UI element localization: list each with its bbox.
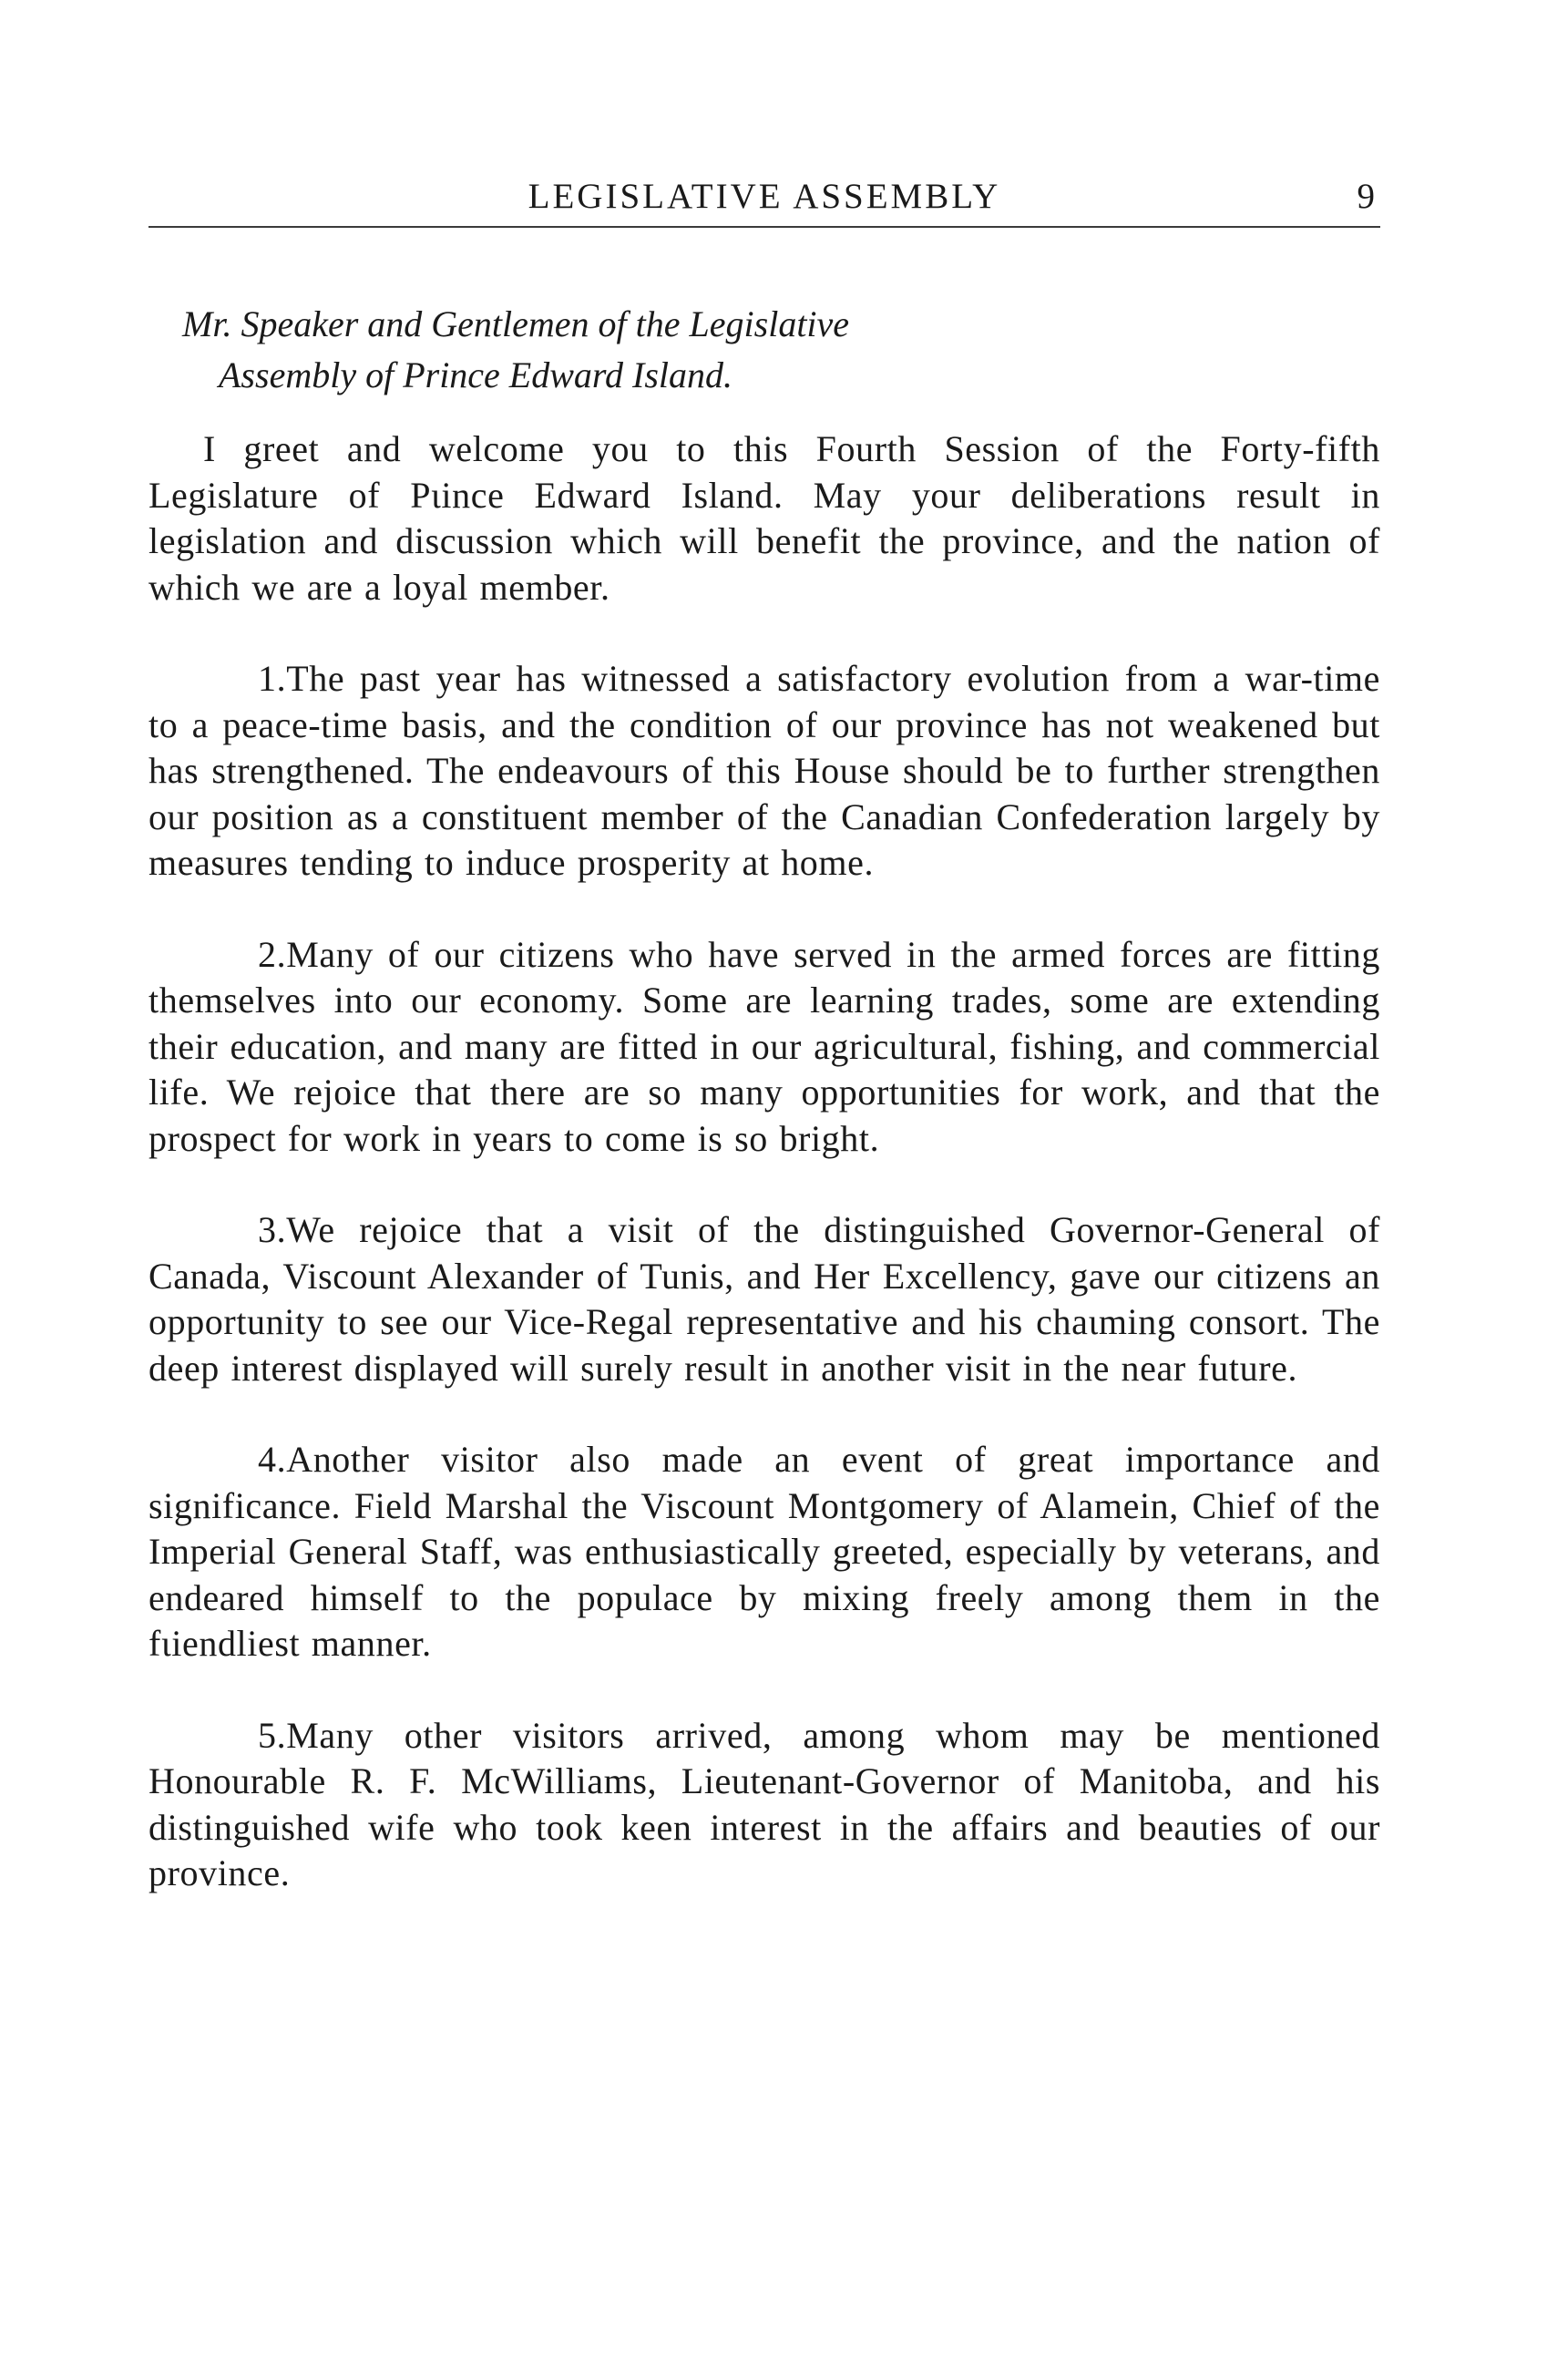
- salutation-line-1: Mr. Speaker and Gentlemen of the Legislative: [182, 303, 850, 344]
- paragraph-1: [149, 656, 1380, 887]
- page-number: 9: [1357, 177, 1375, 216]
- paragraph-text: Another visitor also made an event of great importance and significance. Field Marshal the Viscount Montgomery of Alamein, Chief of the Imperial General Staff, was enthusiastically greeted, especially by veterans, and endeared himself to the populace by mixing freely among them in the fιiendliest manner.: [149, 1439, 1380, 1664]
- paragraph-4: [149, 1437, 1380, 1667]
- paragraph-2: [149, 932, 1380, 1163]
- paragraph-3: [149, 1207, 1380, 1391]
- paragraph-number: 2.: [258, 933, 287, 975]
- intro-paragraph: I greet and welcome you to this Fourth Session of the Forty-fifth Legislature of Pιince Edward Island. May your deliberations result in legislation and discussion which will benefit the province, and the nation of which we are a loyal member.: [149, 428, 1380, 608]
- running-header: [149, 173, 1380, 228]
- body-text: [149, 426, 1380, 1943]
- paragraph-text: Many of our citizens who have served in the armed forces are fitting themselves into our economy. Some are learning trades, some are extending their education, and many are fitted in our agricultural, fishing, and commercial life. We rejoice that there are so many opportunities for work, and that the prospect for work in years to come is so bright.: [149, 933, 1380, 1159]
- paragraph-number: 1.: [258, 658, 287, 699]
- paragraph-number: 4.: [258, 1439, 287, 1480]
- paragraph-number: 3.: [258, 1209, 287, 1250]
- salutation-line-2: Assembly of Prince Edward Island.: [219, 354, 733, 395]
- salutation: [182, 299, 1276, 401]
- header-rule: [149, 226, 1380, 228]
- running-title: LEGISLATIVE ASSEMBLY: [528, 177, 1001, 216]
- paragraph-number: 5.: [258, 1714, 287, 1756]
- paragraph-text: We rejoice that a visit of the distinguished Governor-General of Canada, Viscount Alexander of Tunis, and Her Excellency, gave our citizens an opportunity to see our Vice-Regal representative and his chaιming consort. The deep interest displayed will surely result in another visit in the near future.: [149, 1209, 1380, 1389]
- paragraph-text: Many other visitors arrived, among whom may be mentioned Honourable R. F. McWilliams, Lieutenant-Governor of Manitoba, and his distinguished wife who took keen interest in the affairs and beauties of our province.: [149, 1714, 1380, 1893]
- paragraph-text: The past year has witnessed a satisfactory evolution from a war-time to a peace-time basis, and the condition of our province has not weakened but has strengthened. The endeavours of this House should be to further strengthen our position as a constituent member of the Canadian Confederation largely by measures tending to induce prosperity at home.: [149, 658, 1380, 883]
- paragraph-5: [149, 1713, 1380, 1897]
